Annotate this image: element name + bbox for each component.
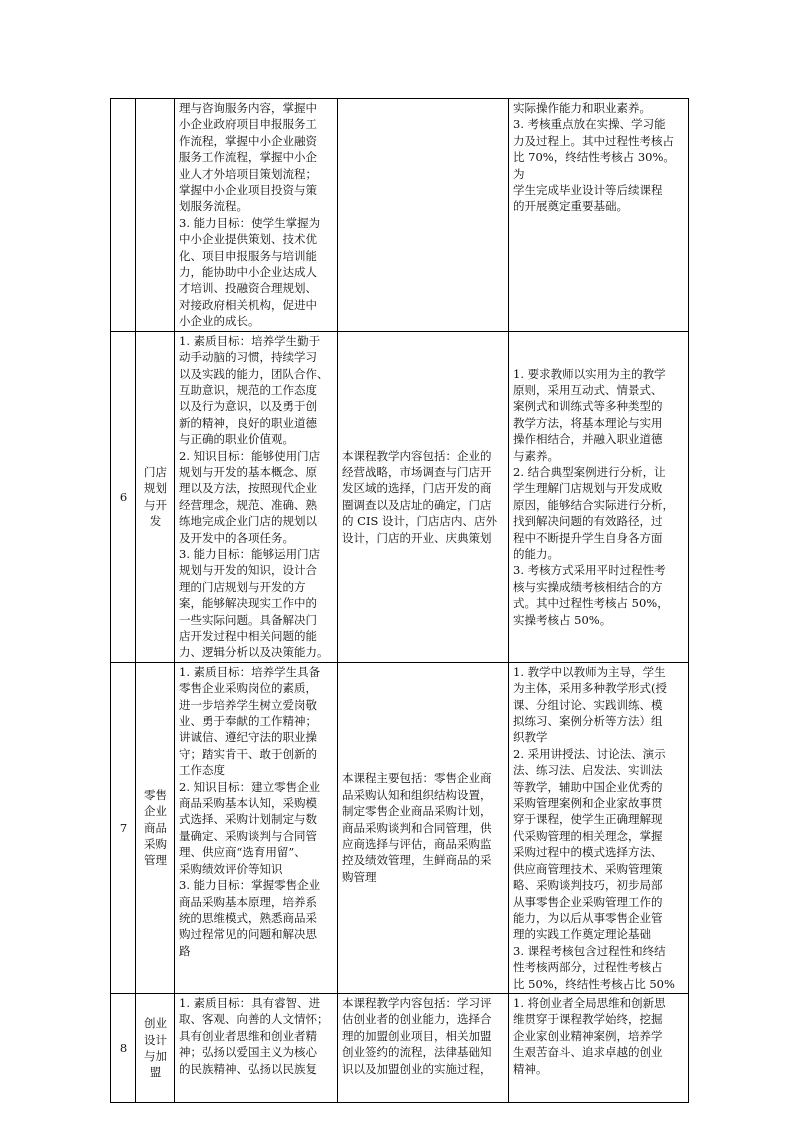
cell-text-line: 店开发过程中相关问题的能 — [179, 629, 317, 643]
cell-text-line: 课、分组讨论、实践训练、模 — [513, 697, 663, 712]
course-name — [136, 99, 175, 332]
cell-text-line: 本课程教学内容包括：学习评 — [342, 995, 492, 1010]
cell-text-line: 中小企业提供策划、技术优 — [179, 232, 317, 247]
cell-text-line: 生艰苦奋斗、追求卓越的创业 — [513, 1045, 663, 1060]
cell-text-line: 本课程主要包括：零售企业商 — [342, 771, 492, 786]
course-goals — [175, 99, 338, 332]
cell-text-line: 以及行为意识，以及勇于创 — [179, 399, 317, 414]
cell-text-line: 规划与开发的知识，设计合 — [179, 563, 317, 578]
cell-text-line: 与加 — [144, 1048, 167, 1063]
teaching-requirements — [509, 662, 689, 993]
course-content — [338, 99, 509, 332]
cell-text-line: 规划 — [144, 481, 167, 496]
cell-text-line: 1. 素质目标：培养学生具备 — [179, 664, 321, 679]
cell-text-line: 原则，采用互动式、情景式、 — [513, 382, 663, 397]
cell-text-line: 才培训、投融资合理规划、 — [179, 281, 317, 296]
teaching-requirements — [509, 331, 689, 662]
row-number: 8 — [111, 993, 136, 1102]
cell-text-line: 的民族精神、弘扬以民族复 — [179, 1061, 317, 1076]
table-row — [111, 331, 689, 662]
cell-text-line: 性考核两部分，过程性考核占 — [513, 960, 663, 975]
cell-text-line: 理的加盟创业项目，相关加盟 — [342, 1028, 492, 1043]
cell-text-line: 制定零售企业商品采购计划， — [342, 804, 492, 819]
cell-text-line: 以及实践的能力，团队合作、 — [179, 366, 329, 381]
cell-text-line: 估创业者的创业能力，选择合 — [342, 1012, 492, 1027]
cell-text-line: 练地完成企业门店的规划以 — [179, 514, 317, 529]
cell-text-line: 路 — [179, 943, 191, 958]
cell-text-line: 应商选择与评估，商品采购监 — [342, 837, 492, 852]
cell-text-line: 2. 知识目标：建立零售企业 — [179, 779, 321, 794]
cell-text-line: 操作相结合，并融入职业道德 — [513, 432, 663, 447]
cell-text-line: 略、采购谈判技巧，初步局部 — [513, 878, 663, 893]
cell-text-line: 对接政府相关机构，促进中 — [179, 297, 317, 312]
cell-text-line: 2. 结合典型案例进行分析，让 — [513, 464, 666, 479]
cell-text-line: 统的思维模式，熟悉商品采 — [179, 910, 317, 925]
cell-text-line: 发区域的选择，门店开发的商 — [342, 481, 492, 496]
cell-text-line: 圈调查以及店址的确定，门店 — [342, 497, 492, 512]
cell-text-line: 采购 — [144, 837, 167, 852]
cell-text-line: 与正确的职业价值观。 — [179, 432, 294, 447]
course-table — [110, 98, 689, 1103]
cell-text-line: 及开发中的各项任务。 — [179, 530, 294, 545]
cell-text-line: 找到解决问题的有效路径，过 — [513, 514, 663, 529]
cell-text-line: 3. 考核方式采用平时过程性考 — [513, 563, 666, 578]
cell-text-line: 1. 教学中以教师为主导，学生 — [513, 664, 666, 679]
row-number: 6 — [111, 331, 136, 662]
cell-text-line: 采购绩效评价等知识 — [179, 861, 283, 876]
course-name — [136, 993, 175, 1102]
cell-text-line: 法、练习法、启发法、实训法 — [513, 763, 663, 778]
cell-text-line: 能力，为以后从事零售企业管 — [513, 910, 663, 925]
table-row — [111, 99, 689, 332]
cell-text-line: 1. 素质目标：具有睿智、进 — [179, 995, 321, 1010]
course-content — [338, 993, 509, 1102]
cell-text-line: 1. 将创业者全局思维和创新思 — [513, 995, 666, 1010]
cell-text-line: 的能力。 — [513, 546, 559, 561]
table-row — [111, 993, 689, 1102]
cell-text-line: 量确定、采购谈判与合同管 — [179, 828, 317, 843]
course-goals — [175, 662, 338, 993]
cell-text-line: 织教学 — [513, 730, 548, 745]
cell-text-line: 理的实践工作奠定理论基础 — [513, 927, 651, 942]
cell-text-line: 比 50%，终结性考核占比 50% — [513, 976, 675, 991]
cell-text-line: 企业 — [144, 804, 167, 819]
cell-text-line: 取、客观、向善的人文情怀； — [179, 1012, 329, 1027]
cell-text-line: 采购管理案例和企业家故事贯 — [513, 796, 663, 811]
cell-text-line: 力及过程上。其中过程性考核占 — [513, 133, 674, 148]
cell-text-line: 盟 — [149, 1065, 162, 1080]
cell-text-line: 购过程常见的问题和解决思 — [179, 927, 317, 942]
cell-text-line: 零售 — [144, 787, 167, 802]
cell-text-line: 作流程，掌握中小企业融资 — [179, 133, 317, 148]
cell-text-line: 案例式和训练式等多种类型的 — [513, 399, 663, 414]
table-row — [111, 662, 689, 993]
cell-text-line: 具有创业者思维和创业者精 — [179, 1028, 317, 1043]
cell-text-line: 式。其中过程性考核占 50%， — [513, 596, 669, 611]
cell-text-line: 与素养。 — [513, 448, 559, 463]
cell-text-line: 的 CIS 设计，门店店内、店外 — [342, 514, 498, 529]
course-name — [136, 662, 175, 993]
cell-text-line: 零售企业采购岗位的素质， — [179, 681, 317, 696]
cell-text-line: 3. 考核重点放在实操、学习能 — [513, 117, 666, 132]
cell-text-line: 3. 能力目标：掌握零售企业 — [179, 878, 321, 893]
cell-text-line: 穿于课程，使学生正确理解现 — [513, 812, 663, 827]
cell-text-line: 实操考核占 50%。 — [513, 612, 612, 627]
cell-text-line: 划服务流程。 — [179, 199, 248, 214]
cell-text-line: 3. 能力目标：能够运用门店 — [179, 546, 321, 561]
cell-text-line: 服务工作流程，掌握中小企 — [179, 150, 317, 165]
cell-text-line: 学生理解门店规划与开发成败 — [513, 481, 663, 496]
cell-text-line: 精神。 — [513, 1061, 548, 1076]
teaching-requirements — [509, 993, 689, 1102]
cell-text-line: 商品采购谈判和合同管理，供 — [342, 820, 492, 835]
course-content — [338, 662, 509, 993]
cell-text-line: 识以及加盟创业的实施过程， — [342, 1061, 492, 1076]
cell-text-line: 一些实际问题。具备解决门 — [179, 612, 317, 627]
cell-text-line: 为主体，采用多种教学形式(授 — [513, 681, 667, 696]
cell-text-line: 理与咨询服务内容，掌握中 — [179, 101, 317, 115]
cell-text-line: 经营理念，规范、准确、熟 — [179, 497, 317, 512]
cell-text-line: 拟练习、案例分析等方法）组 — [513, 714, 663, 729]
cell-text-line: 核与实操成绩考核相结合的方 — [513, 579, 663, 594]
cell-text-line: 比 70%，终结性考核占 30%。为 — [513, 150, 675, 181]
cell-text-line: 设计，门店的开业、庆典策划 — [342, 530, 492, 545]
cell-text-line: 小企业政府项目申报服务工 — [179, 117, 317, 132]
cell-text-line: 规划与开发的基本概念、原 — [179, 464, 317, 479]
cell-text-line: 案，能够解决现实工作中的 — [179, 596, 317, 611]
cell-text-line: 控及绩效管理，生鲜商品的采 — [342, 853, 492, 868]
cell-text-line: 代采购管理的相关理念，掌握 — [513, 828, 663, 843]
cell-text-line: 商品采购基本原理，培养系 — [179, 894, 317, 909]
cell-text-line: 购管理 — [342, 869, 377, 884]
cell-text-line: 守；踏实肯干、敢于创新的 — [179, 746, 317, 761]
cell-text-line: 商品 — [144, 820, 167, 835]
cell-text-line: 实际操作能力和职业素养。 — [513, 101, 651, 115]
cell-text-line: 商品采购基本认知，采购模 — [179, 796, 317, 811]
cell-text-line: 小企业的成长。 — [179, 314, 260, 329]
cell-text-line: 门店 — [144, 464, 167, 479]
cell-text-line: 互助意识，规范的工作态度 — [179, 382, 317, 397]
course-table-body — [111, 99, 689, 1103]
cell-text-line: 经营战略，市场调查与门店开 — [342, 464, 492, 479]
cell-text-line: 理以及方法，按照现代企业 — [179, 481, 317, 496]
cell-text-line: 等教学，辅助中国企业优秀的 — [513, 779, 663, 794]
cell-text-line: 品采购认知和组织结构设置， — [342, 787, 492, 802]
cell-text-line: 创业 — [144, 1016, 167, 1031]
cell-text-line: 学生完成毕业设计等后续课程 — [513, 183, 663, 198]
cell-text-line: 创业签约的流程，法律基础知 — [342, 1045, 492, 1060]
cell-text-line: 动手动脑的习惯，持续学习 — [179, 350, 317, 365]
cell-text-line: 程中不断提升学生自身各方面 — [513, 530, 663, 545]
cell-text-line: 工作态度 — [179, 763, 225, 778]
cell-text-line: 从事零售企业采购管理工作的 — [513, 894, 663, 909]
cell-text-line: 与开 — [144, 497, 167, 512]
teaching-requirements — [509, 99, 689, 332]
cell-text-line: 原因，能够结合实际进行分析， — [513, 497, 674, 512]
cell-text-line: 业、勇于奉献的工作精神； — [179, 714, 317, 729]
cell-text-line: 采购过程中的模式选择方法、 — [513, 845, 663, 860]
cell-text-line: 进一步培养学生树立爱岗敬 — [179, 697, 317, 712]
cell-text-line: 式选择、采购计划制定与数 — [179, 812, 317, 827]
cell-text-line: 教学方法，将基本理论与实用 — [513, 415, 663, 430]
cell-text-line: 3. 能力目标：使学生掌握为 — [179, 215, 321, 230]
cell-text-line: 2. 知识目标：能够使用门店 — [179, 448, 321, 463]
cell-text-line: 化、项目申报服务与培训能 — [179, 248, 317, 263]
cell-text-line: 力、逻辑分析以及决策能力。 — [179, 645, 329, 660]
row-number: 7 — [111, 662, 136, 993]
cell-text-line: 供应商管理技术、采购管理策 — [513, 861, 663, 876]
cell-text-line: 1. 素质目标：培养学生勤于 — [179, 333, 321, 348]
cell-text-line: 发 — [149, 514, 162, 529]
cell-text-line: 新的精神，良好的职业道德 — [179, 415, 317, 430]
course-content — [338, 331, 509, 662]
cell-text-line: 本课程教学内容包括：企业的 — [342, 448, 492, 463]
cell-text-line: 掌握中小企业项目投资与策 — [179, 183, 317, 198]
cell-text-line: 业人才外培项目策划流程； — [179, 166, 317, 181]
cell-text-line: 维贯穿于课程教学始终，挖掘 — [513, 1012, 663, 1027]
course-goals — [175, 331, 338, 662]
row-number — [111, 99, 136, 332]
cell-text-line: 2. 采用讲授法、讨论法、演示 — [513, 746, 666, 761]
cell-text-line: 力，能协助中小企业达成人 — [179, 265, 317, 280]
cell-text-line: 理、供应商“选育用留”、 — [179, 845, 306, 860]
course-goals — [175, 993, 338, 1102]
cell-text-line: 3. 课程考核包含过程性和终结 — [513, 943, 666, 958]
cell-text-line: 讲诚信、遵纪守法的职业操 — [179, 730, 317, 745]
cell-text-line: 1. 要求教师以实用为主的教学 — [513, 366, 666, 381]
course-name — [136, 331, 175, 662]
cell-text-line: 管理 — [144, 853, 167, 868]
cell-text-line: 理的门店规划与开发的方 — [179, 579, 306, 594]
cell-text-line: 神；弘扬以爱国主义为核心 — [179, 1045, 317, 1060]
cell-text-line: 设计 — [144, 1032, 167, 1047]
cell-text-line: 企业家创业精神案例，培养学 — [513, 1028, 663, 1043]
cell-text-line: 的开展奠定重要基础。 — [513, 199, 628, 214]
